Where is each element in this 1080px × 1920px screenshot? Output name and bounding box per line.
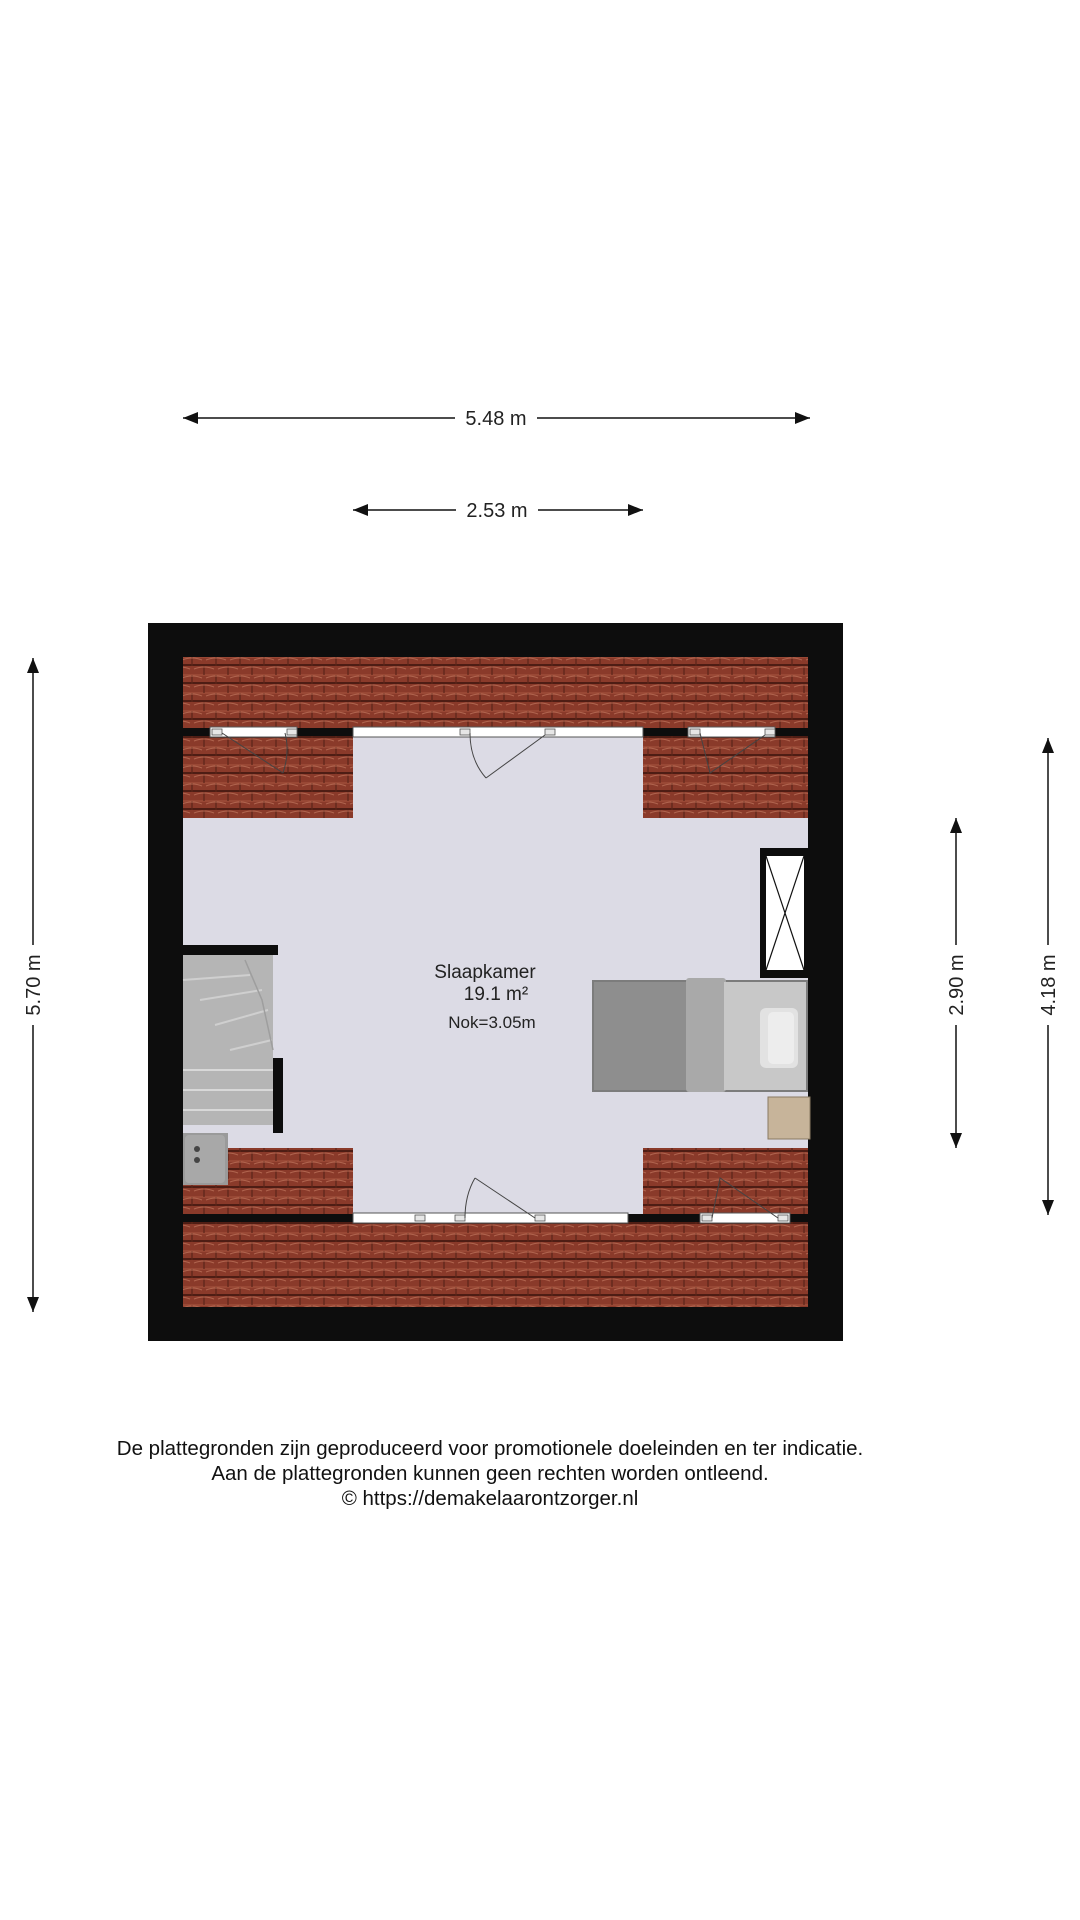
disclaimer-line-1: De plattegronden zijn geproduceerd voor promotionele doeleinden en ter indicatie.	[116, 1437, 864, 1460]
dimension-label-top-inner: 2.53 m	[466, 500, 528, 522]
dimension-label-top-total: 5.48 m	[465, 408, 527, 430]
dimension-top-inner	[353, 500, 643, 522]
staircase	[183, 945, 283, 1133]
dimension-label-right-outer: 4.18 m	[1038, 954, 1060, 1016]
dimension-label-left-height: 5.70 m	[23, 954, 45, 1016]
nightstand	[768, 1097, 810, 1139]
room-ridge-height: Nok=3.05m	[448, 1013, 536, 1032]
room-area: 19.1 m²	[463, 984, 529, 1005]
wash-basin	[183, 1133, 228, 1185]
wardrobe	[760, 848, 810, 978]
dimension-label-right-inner: 2.90 m	[946, 954, 968, 1016]
disclaimer	[0, 1436, 980, 1511]
dimension-left-height	[23, 658, 45, 1312]
disclaimer-copyright: © https://demakelaarontzorger.nl	[341, 1487, 639, 1510]
dimension-right-inner	[946, 818, 968, 1148]
dimension-right-outer	[1038, 738, 1060, 1215]
disclaimer-line-2: Aan de plattegronden kunnen geen rechten worden ontleend.	[211, 1462, 769, 1485]
bed	[592, 978, 808, 1092]
dimension-top-total	[183, 408, 810, 430]
room-name: Slaapkamer	[434, 962, 536, 983]
